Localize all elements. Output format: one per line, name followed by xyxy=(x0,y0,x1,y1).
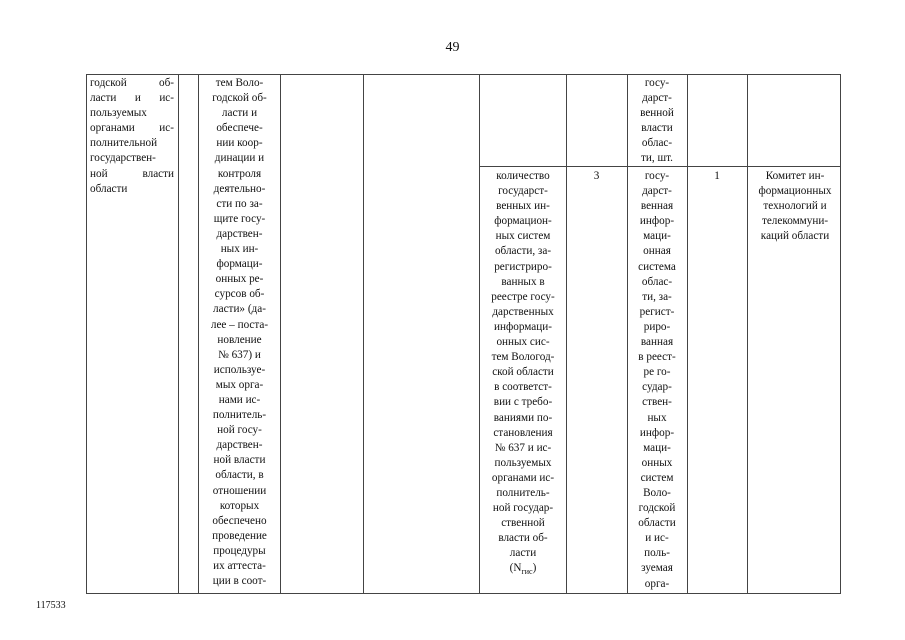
text-line: тем Воло- xyxy=(215,77,264,89)
text-line: в реест- xyxy=(638,351,676,364)
text-line: № 637) и xyxy=(218,348,261,361)
table-border-right xyxy=(840,74,841,594)
column-divider xyxy=(627,74,628,594)
text-line: № 637 и ис- xyxy=(494,441,552,454)
text-line: вии с требо- xyxy=(493,396,553,409)
text-line: облас- xyxy=(641,137,673,150)
text-line: ванных в xyxy=(501,275,545,288)
cell-unit-top xyxy=(629,76,685,167)
text-line: орга- xyxy=(644,577,670,590)
column-divider xyxy=(687,74,688,594)
text-line: области xyxy=(638,517,676,530)
text-line: онная xyxy=(643,245,671,258)
text-line: дарст- xyxy=(642,92,672,105)
text-line: ной государ- xyxy=(492,502,554,515)
text-line: ной власти xyxy=(90,167,174,180)
text-line: годской об- xyxy=(90,77,174,89)
cell-responsible xyxy=(750,169,840,244)
text-line: власти xyxy=(641,122,673,135)
text-line: годской об- xyxy=(212,92,267,105)
text-line: зуемая xyxy=(641,562,673,575)
text-line: становления xyxy=(493,426,553,439)
text-line: полнитель- xyxy=(212,409,267,422)
text-line: каций области xyxy=(760,230,830,243)
text-line: онных сис- xyxy=(496,336,550,349)
text-line: государст- xyxy=(498,185,548,198)
text-line: лее – поста- xyxy=(210,318,269,331)
text-line: тем Вологод- xyxy=(491,351,555,364)
table-border-top xyxy=(86,74,841,75)
text-line: онных xyxy=(641,456,673,469)
text-line: маци- xyxy=(643,441,671,454)
text-line: годской xyxy=(638,502,676,515)
text-line: и ис- xyxy=(645,532,669,545)
column-divider xyxy=(363,74,364,594)
column-divider xyxy=(479,74,480,594)
text-line: ной власти xyxy=(213,454,266,467)
text-line: которых xyxy=(219,499,260,512)
text-line: в соответст- xyxy=(494,381,552,394)
text-line: регист- xyxy=(639,305,675,318)
text-line: процедуры xyxy=(213,544,266,557)
text-line: пользуемых xyxy=(90,107,147,120)
column-divider xyxy=(747,74,748,594)
text-line: дарствен- xyxy=(216,227,263,240)
text-line: Воло- xyxy=(643,486,671,499)
text-line: сти по за- xyxy=(216,197,263,210)
text-line: щите госу- xyxy=(213,212,266,225)
text-line: технологий и xyxy=(763,200,827,213)
text-line: ных систем xyxy=(495,230,551,243)
text-line: области xyxy=(90,182,128,195)
text-line: их аттеста- xyxy=(213,560,266,572)
text-line: информаци- xyxy=(494,320,552,333)
text-line: обеспече- xyxy=(216,122,263,135)
text-line: ласти и ис- xyxy=(90,92,174,105)
text-line: ных xyxy=(647,411,667,424)
column-divider xyxy=(198,74,199,594)
text-line: формаци- xyxy=(216,258,263,271)
column-divider xyxy=(566,74,567,594)
text-line: обеспечено xyxy=(212,514,267,527)
text-line: инфор- xyxy=(639,215,675,228)
text-line: ласти и xyxy=(221,107,258,120)
text-line: венной xyxy=(640,107,674,120)
text-line: власти об- xyxy=(498,532,548,545)
text-line: Комитет ин- xyxy=(765,170,825,182)
text-line: динации и xyxy=(214,152,265,165)
text-line: полнитель- xyxy=(496,486,550,499)
text-line: облас- xyxy=(641,275,673,288)
text-line: поль- xyxy=(644,547,670,560)
text-line: проведение xyxy=(212,529,267,542)
text-line: ванная xyxy=(640,336,674,349)
text-line: дарствен- xyxy=(216,439,263,452)
text-line: госу- xyxy=(644,170,670,182)
text-line: госу- xyxy=(644,77,670,89)
column-divider xyxy=(178,74,179,594)
text-line: ствен- xyxy=(642,396,672,409)
text-line: мых орга- xyxy=(215,378,264,391)
cell-value: 1 xyxy=(714,170,720,182)
cell-event xyxy=(201,76,278,589)
text-line: полнительной xyxy=(90,137,158,150)
text-line: области, за- xyxy=(494,245,552,258)
table-border-bottom xyxy=(86,593,841,594)
cell-indicator xyxy=(482,169,564,580)
text-line: пользуемых xyxy=(494,456,552,469)
text-line: онных ре- xyxy=(215,273,264,286)
text-line: деятельно- xyxy=(213,182,266,195)
cell-unit xyxy=(629,169,685,592)
text-line: области, в xyxy=(215,469,264,482)
text-line: судар- xyxy=(642,381,672,394)
text-line: венная xyxy=(640,200,674,213)
text-line: регистриро- xyxy=(494,260,552,273)
text-line: государствен- xyxy=(90,152,156,165)
text-line: ции в соот- xyxy=(212,575,267,588)
text-line: формацион- xyxy=(494,215,552,228)
text-line: инфор- xyxy=(639,426,675,439)
cell-executor xyxy=(90,76,174,197)
text-line: органами ис- xyxy=(491,471,555,484)
column-divider xyxy=(280,74,281,594)
text-line: нами ис- xyxy=(218,393,261,406)
document-table xyxy=(86,74,841,594)
text-line: новление xyxy=(217,333,262,346)
text-line: используе- xyxy=(213,363,266,376)
document-code: 117533 xyxy=(36,600,66,611)
text-line: ственной xyxy=(501,517,545,530)
text-line: ти, шт. xyxy=(641,152,673,165)
text-line: система xyxy=(638,260,676,273)
table-border-left xyxy=(86,74,87,594)
text-line: ласти» (да- xyxy=(213,303,266,316)
text-line: формационных xyxy=(758,185,832,198)
text-line: ных ин- xyxy=(220,243,259,256)
text-line: ре го- xyxy=(643,366,671,379)
text-line: нии коор- xyxy=(216,137,263,150)
text-line: систем xyxy=(640,471,674,484)
text-line: $(N_{гис})$ xyxy=(509,562,537,577)
text-line: контроля xyxy=(217,167,262,180)
text-line: количество xyxy=(496,170,550,182)
text-line: венных ин- xyxy=(496,200,550,213)
page-number: 49 xyxy=(445,40,460,55)
text-line: маци- xyxy=(643,230,671,243)
text-line: ской области xyxy=(492,366,554,379)
text-line: ваниями по- xyxy=(493,411,553,424)
text-line: отношении xyxy=(212,484,267,497)
text-line: риро- xyxy=(643,320,671,333)
text-line: телекоммуни- xyxy=(761,215,829,228)
text-line: дарст- xyxy=(642,185,672,198)
text-line: дарственных xyxy=(492,305,554,318)
text-line: ной госу- xyxy=(217,424,262,437)
text-line: органами ис- xyxy=(90,122,174,135)
text-line: ласти xyxy=(509,547,537,560)
cell-code: 3 xyxy=(593,170,600,182)
text-line: сурсов об- xyxy=(214,288,265,301)
text-line: ти, за- xyxy=(642,290,672,303)
text-line: реестре госу- xyxy=(491,290,555,303)
